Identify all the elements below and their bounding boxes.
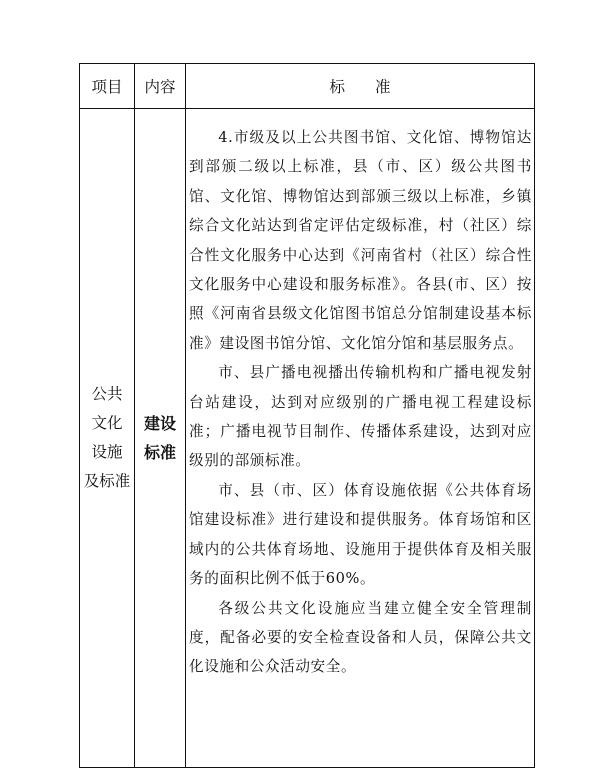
project-line: 公共 [91, 385, 123, 403]
standard-text [186, 109, 534, 682]
content-cell [135, 109, 186, 768]
project-line: 设施 [91, 443, 123, 461]
table-header-row [80, 64, 535, 109]
project-cell [80, 109, 135, 768]
standard-paragraph: 各级公共文化设施应当建立健全安全管理制度，配备必要的安全检查设备和人员，保障公共文化设施和公众活动安全。 [189, 599, 532, 676]
content-line: 标准 [143, 443, 176, 462]
content-line: 建设 [143, 414, 176, 433]
header-project: 项目 [80, 64, 135, 109]
standard-paragraph: 市、县（市、区）体育设施依据《公共体育场馆建设标准》进行建设和提供服务。体育场馆和区域内的公共体育场地、设施用于提供体育及相关服务的面积比例不低于60%。 [189, 481, 532, 588]
standard-cell [186, 109, 535, 768]
standards-table [79, 63, 535, 768]
project-line: 文化 [91, 414, 123, 432]
standard-paragraph: 4.市级及以上公共图书馆、文化馆、博物馆达到部颁二级以上标准，县（市、区）级公共图书馆、文化馆、博物馆达到部颁三级以上标准，乡镇综合文化站达到省定评估定级标准，村（社区）综合性文化服务中心达到《河南省村（社区）综合性文化服务中心建设和服务标准》。各县(市、区）按照《河南省县级文化馆图书馆总分馆制建设基本标准》建设图书馆分馆、文化馆分馆和基层服务点。 [189, 129, 532, 352]
header-standard: 标准 [186, 64, 535, 109]
header-content: 内容 [135, 64, 186, 109]
table-row [80, 109, 535, 768]
project-line: 及标准 [83, 472, 131, 490]
standard-paragraph: 市、县广播电视播出传输机构和广播电视发射台站建设，达到对应级别的广播电视工程建设标准；广播电视节目制作、传播体系建设，达到对应级别的部颁标准。 [189, 364, 532, 470]
